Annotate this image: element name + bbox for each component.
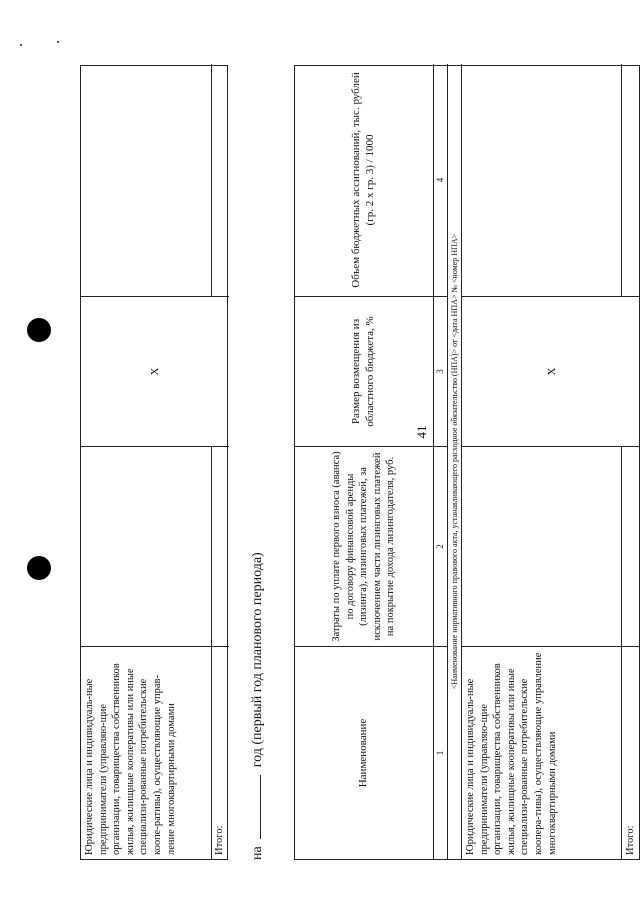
col-number-2: 2 <box>433 447 447 647</box>
x-mark: X <box>149 367 161 376</box>
rotated-page-content <box>80 60 640 860</box>
npa-row: <Наименование нормативного правового акта, устанавливающего расходное обязательство (НПА)> от <дата НПА> № <номер НПА> <box>447 64 461 859</box>
header-name: Наименование <box>357 718 370 788</box>
scan-speck <box>57 41 59 43</box>
bottom-table-total-col2 <box>621 447 640 647</box>
header-costs: Затраты по уплате первого взноса (аванса) по договору финансовой аренды (лизинга), лизинговых платежей, за исключением части лизинговых платежей на покрытие дохода лизингодателя, руб. <box>295 447 433 647</box>
bottom-table-x-cell <box>461 297 640 447</box>
bottom-table <box>294 65 640 860</box>
x-mark: X <box>545 367 558 376</box>
col-number-1: 1 <box>433 647 447 859</box>
col-number-4: 4 <box>433 64 447 297</box>
col-number-3: 3 <box>433 297 447 447</box>
top-table-total-col2 <box>211 447 229 647</box>
bottom-table-total-col4 <box>621 64 640 297</box>
top-table-x-cell <box>81 297 229 447</box>
scan-speck <box>20 44 22 46</box>
year-blank <box>260 775 261 839</box>
punch-hole <box>27 556 51 580</box>
heading-suffix: год (первый год планового периода) <box>250 552 265 768</box>
top-table-total-col4 <box>211 64 229 297</box>
period-heading <box>250 65 274 860</box>
top-table <box>80 65 228 860</box>
bottom-table-row-label: Юридические лица и индивидуаль-ные предприниматели (управляю-щие организации, товарищества собственников жилья, жилищные кооперативы или иные специализи-рованные потребительские коопера-тивы), осуществляющие управление многоквартирными домами <box>461 647 621 859</box>
bottom-table-col2 <box>461 447 621 647</box>
punch-hole <box>27 318 51 342</box>
bottom-table-total-label: Итого: <box>621 647 640 859</box>
top-table-col2 <box>81 447 211 647</box>
top-table-total-label: Итого: <box>211 647 229 859</box>
header-budget-volume: Объем бюджетных ассигнований, тыс. рублей (гр. 2 x гр. 3) / 1000 <box>295 64 433 297</box>
header-reimbursement-rate: Размер возмещения из областного бюджета, % <box>295 297 433 447</box>
top-table-row-label: Юридические лица и индивидуаль-ные предприниматели (управляю-щие организации, товарищества собственников жилья, жилищные кооперативы или иные специализи-рованные потребительские коопе-ративы), осуществляющие управ-ление многоквартирными домами <box>84 663 177 855</box>
top-table-col4 <box>81 64 211 297</box>
bottom-table-col4 <box>461 64 621 297</box>
page-number: 41 <box>414 425 429 439</box>
heading-prefix: на <box>250 846 265 860</box>
